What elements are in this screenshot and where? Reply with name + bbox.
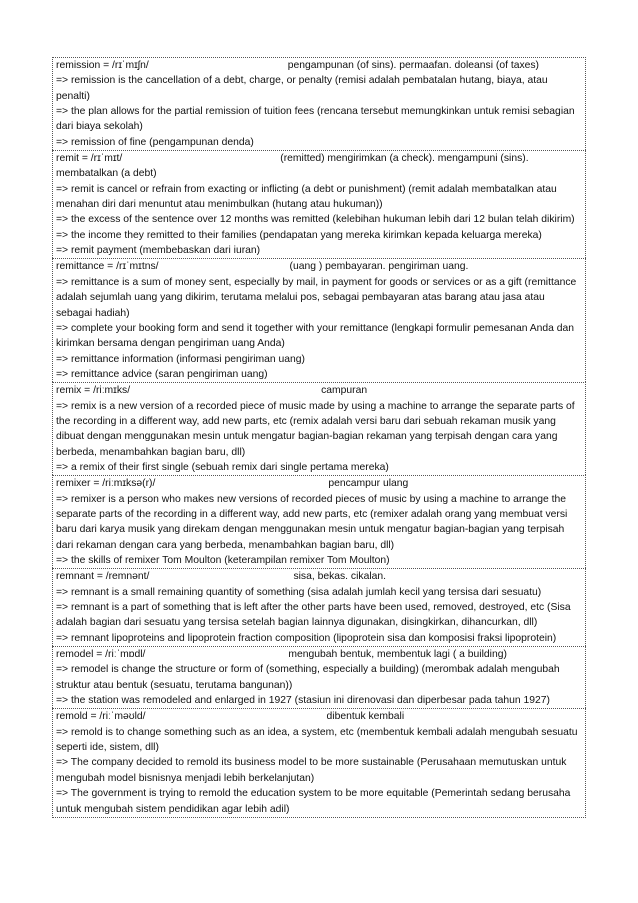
dictionary-entry — [52, 258, 586, 382]
entry-term: remodel = /riːˈmɒdl/ — [56, 649, 146, 661]
entry-example-line: => remnant lipoproteins and lipoprotein fraction composition (lipoprotein sisa dan komposisi fraksi lipoprotein) — [56, 632, 557, 644]
entry-example-line: => the station was remodeled and enlarged in 1927 (stasiun ini direnovasi dan diperbesar pada tahun 1927) — [56, 695, 550, 707]
entry-example-line: => remission of fine (pengampunan denda) — [56, 136, 254, 148]
entry-example-line: => a remix of their first single (sebuah remix dari single pertama mereka) — [56, 461, 389, 473]
entry-headline — [56, 647, 583, 662]
entry-example-line: => remittance advice (saran pengiriman uang) — [56, 368, 268, 380]
entry-example-line: => The government is trying to remold the education system to be more equitable (Pemerintah sedang berusaha untuk mengubah sistem pendidikan agar lebih adil) — [56, 788, 571, 815]
entry-example-line: => the excess of the sentence over 12 months was remitted (kelebihan hukuman lebih dari 12 bulan telah dikirim) — [56, 214, 575, 226]
entry-example-line: => the income they remitted to their families (pendapatan yang mereka kirimkan kepada keluarga mereka) — [56, 229, 542, 241]
entry-example-line: => remnant is a small remaining quantity of something (sisa adalah jumlah kecil yang tersisa dari sesuatu) — [56, 586, 542, 598]
entry-example-line: => remnant is a part of something that is left after the other parts have been used, removed, destroyed, etc (Sisa adalah bagian dari sesuatu yang tersisa setelah bagian lainnya digunakan, disingkirkan, dihancurkan, dll) — [56, 602, 571, 629]
entry-meaning: campuran — [321, 385, 368, 397]
entry-meaning: pengampunan (of sins). permaafan. doleansi (of taxes) — [287, 60, 539, 71]
dictionary-entry — [52, 646, 586, 708]
entry-example-line: => complete your booking form and send it together with your remittance (lengkapi formulir pemesanan Anda dan kirimkan bersama dengan pengiriman uang Anda) — [56, 322, 575, 350]
entry-example-line: => remission is the cancellation of a debt, charge, or penalty (remisi adalah pembatalan hutang, biaya, atau penalti) — [56, 75, 548, 102]
entry-term: remittance = /rɪˈmɪtns/ — [56, 261, 159, 273]
dictionary-entry — [52, 382, 586, 475]
entry-headline — [56, 151, 583, 182]
dictionary-entry — [52, 57, 586, 150]
entry-headline — [56, 476, 583, 491]
entry-meaning: (uang ) pembayaran. pengiriman uang. — [289, 261, 469, 273]
entry-meaning: dibentuk kembali — [326, 711, 405, 723]
entry-headline — [56, 259, 583, 274]
entry-example-line: => remit payment (membebaskan dari iuran) — [56, 245, 261, 257]
entry-meaning: mengubah bentuk, membentuk lagi ( a building) — [288, 649, 507, 661]
entry-term: remixer = /riːmɪksə(r)/ — [56, 478, 156, 490]
entry-example-line: => the plan allows for the partial remission of tuition fees (rencana tersebut memungkinkan untuk remisi sebagian dari biaya sekolah) — [56, 106, 575, 133]
entry-term: remold = /riːˈməʊld/ — [56, 711, 146, 723]
entry-meaning: pencampur ulang — [328, 478, 409, 490]
entry-example-line: => remold is to change something such as an idea, a system, etc (membentuk kembali adalah mengubah sesuatu seperti ide, sistem, dll) — [56, 726, 578, 754]
entry-example-line: => remittance information (informasi pengiriman uang) — [56, 353, 305, 365]
entry-term: remnant = /remnənt/ — [56, 571, 150, 583]
entry-meaning: sisa, bekas. cikalan. — [293, 571, 387, 583]
entry-example-line: => The company decided to remold its business model to be more sustainable (Perusahaan memutuskan untuk mengubah model bisnisnya menjadi lebih berkelanjutan) — [56, 757, 567, 784]
entry-term: remit = /rɪˈmɪt/ — [56, 153, 123, 165]
dictionary-entry — [52, 708, 586, 817]
entry-headline — [56, 383, 583, 398]
dictionary-entry — [52, 568, 586, 646]
entry-headline — [56, 709, 583, 724]
dictionary-page — [52, 57, 586, 818]
dictionary-entry — [52, 475, 586, 568]
entry-headline — [56, 569, 583, 584]
entry-term: remission = /rɪˈmɪʃn/ — [56, 60, 149, 71]
entry-example-line: => remittance is a sum of money sent, especially by mail, in payment for goods or services or as a gift (remittance adalah sejumlah uang yang dikirim, terutama melalui pos, sebagai pembayaran atas barang atau jasa atau sebagai hadiah) — [56, 276, 577, 319]
entry-term: remix = /riːmɪks/ — [56, 385, 131, 397]
entry-example-line: => remodel is change the structure or form of (something, especially a building) (merombak adalah mengubah struktur atau bentuk (sesuatu, terutama bangunan)) — [56, 664, 560, 691]
entry-example-line: => the skills of remixer Tom Moulton (keterampilan remixer Tom Moulton) — [56, 555, 390, 566]
entry-example-line: => remixer is a person who makes new versions of recorded pieces of music by using a machine to arrange the separate parts of the recording in a different way, add new parts, etc (remixer adalah orang yang membuat versi baru dari karya musik yang direkam dengan menggunakan mesin untuk mengatur bagian-bagian yang terpisah dari rekaman dengan cara yang berbeda, menambahkan bagian baru, dll) — [56, 493, 568, 551]
entry-headline — [56, 58, 583, 73]
entry-meaning: (remitted) mengirimkan (a check). mengampuni (sins). membatalkan (a debt) — [56, 153, 529, 180]
entry-example-line: => remix is a new version of a recorded piece of music made by using a machine to arrange the separate parts of the recording in a different way, add new parts, etc (remix adalah versi baru dari sebuah rekaman musik yang dibuat dengan menggunakan mesin untuk mengatur bagian-bagian rekaman yang terpisah dengan cara yang berbeda, menambahkan bagian baru, dll) — [56, 400, 575, 458]
entry-example-line: => remit is cancel or refrain from exacting or inflicting (a debt or punishment) (remit adalah membatalkan atau menahan diri dari menuntut atau menimbulkan (hutang atau hukuman)) — [56, 183, 557, 211]
dictionary-entry — [52, 150, 586, 258]
